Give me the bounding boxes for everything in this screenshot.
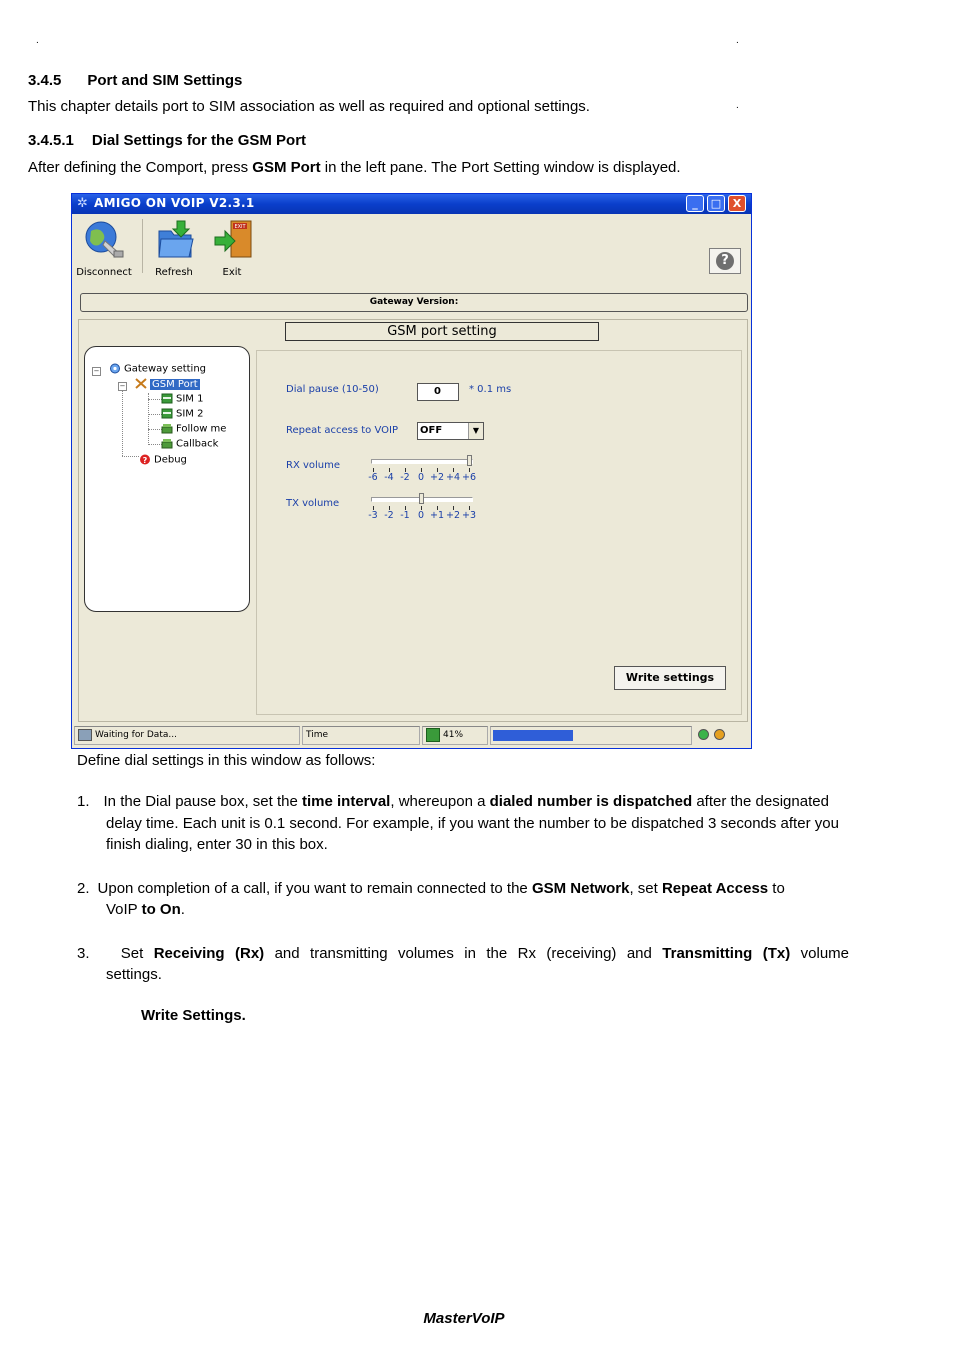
toolbar-separator [142, 219, 143, 273]
close-button[interactable]: X [728, 195, 746, 212]
slider-tick-label: +4 [445, 472, 461, 483]
slider-tick-label: 0 [417, 472, 425, 483]
write-settings-button[interactable]: Write settings [614, 666, 726, 690]
tree-collapse-toggle[interactable]: − [93, 367, 100, 375]
repeat-access-select[interactable] [417, 422, 484, 440]
write-settings-note: Write Settings. [141, 1007, 246, 1024]
help-button[interactable] [709, 248, 741, 274]
step-1-line-3: finish dialing, enter 30 in this box. [106, 836, 328, 853]
tree-connector [122, 456, 139, 457]
section-number: 3.4.5 [28, 72, 62, 89]
maximize-button[interactable]: □ [707, 195, 725, 212]
tree-connector [148, 429, 162, 430]
step-3: 3. Set Receiving (Rx) and transmitting volumes in the Rx (receiving) and Transmitting (Tx) volume [77, 945, 849, 962]
globe-plug-icon [81, 217, 127, 261]
minimize-button[interactable]: _ [686, 195, 704, 212]
slider-track [371, 459, 473, 464]
tree-connector [148, 444, 162, 445]
tree-item-sim-1[interactable]: SIM 1 [161, 393, 203, 406]
disconnect-button[interactable] [74, 217, 134, 277]
step-3-line-2: settings. [106, 966, 162, 983]
network-icon [426, 728, 440, 742]
tree-item-gsm-port[interactable]: GSM Port [135, 378, 200, 391]
tree-connector [148, 399, 162, 400]
slider-tick-label: -6 [368, 472, 378, 483]
tree-connector [148, 414, 162, 415]
exit-label: Exit [222, 267, 242, 278]
computer-icon [78, 729, 92, 741]
section-title: Port and SIM Settings [87, 72, 243, 89]
slider-tick-label: -2 [400, 472, 410, 483]
rx-volume-label: RX volume [286, 460, 341, 471]
question-glyph: ? [142, 456, 148, 465]
panel-title: GSM port setting [285, 322, 599, 341]
disconnect-label: Disconnect [76, 267, 132, 278]
corner-mark: . [736, 100, 739, 111]
app-window-screenshot [71, 193, 752, 749]
tree-item-follow-me[interactable]: Follow me [161, 423, 226, 436]
slider-tick-label: +6 [461, 472, 477, 483]
slider-tick-label: -2 [384, 510, 394, 521]
define-text: Define dial settings in this window as follows: [77, 752, 376, 769]
page-footer: MasterVoIP [423, 1310, 505, 1327]
tree-connector [122, 391, 123, 456]
settings-tree [84, 346, 250, 612]
step-1-line-2: delay time. Each unit is 0.1 second. For example, if you want the number to be dispatched 3 seconds after you [106, 815, 839, 832]
status-led-orange-icon [714, 729, 725, 740]
tx-volume-slider[interactable] [369, 492, 479, 522]
status-time: Time [302, 726, 420, 745]
tx-volume-label: TX volume [286, 498, 340, 509]
tree-item-gateway-setting[interactable]: Gateway setting [109, 363, 206, 376]
help-icon: ? [716, 252, 734, 270]
repeat-access-value: OFF [420, 425, 443, 436]
rx-volume-slider[interactable] [369, 454, 479, 484]
folder-refresh-icon [151, 217, 197, 261]
subsection-number: 3.4.5.1 [28, 132, 74, 149]
gateway-version-bar: Gateway Version: [80, 293, 748, 312]
sim-icon [161, 408, 173, 419]
slider-tick-label: 0 [417, 510, 425, 521]
section-heading [28, 72, 242, 89]
main-frame [78, 319, 748, 722]
slider-tick-label: -1 [400, 510, 410, 521]
refresh-label: Refresh [155, 267, 193, 278]
dial-pause-unit: * 0.1 ms [469, 384, 512, 395]
phone-icon [161, 423, 173, 434]
step-2: 2. Upon completion of a call, if you want to remain connected to the GSM Network, set Repeat Access to [77, 880, 785, 897]
chevron-down-icon: ▼ [468, 423, 483, 439]
refresh-button[interactable] [144, 217, 204, 277]
dial-pause-input[interactable]: 0 [417, 383, 459, 401]
window-title: AMIGO ON VOIP V2.3.1 [94, 196, 255, 210]
gear-icon [109, 363, 121, 374]
slider-tick-label: -3 [368, 510, 378, 521]
slider-thumb[interactable] [419, 493, 424, 504]
subsection-intro: After defining the Comport, press GSM Port in the left pane. The Port Setting window is displayed. [28, 159, 681, 176]
step-2-line-2: VoIP to On. [106, 901, 185, 918]
toolbar [72, 215, 751, 279]
tree-item-debug[interactable]: ? Debug [139, 454, 187, 467]
slider-tick-label: +2 [445, 510, 461, 521]
section-intro: This chapter details port to SIM association as well as required and optional settings. [28, 98, 590, 115]
tree-connector [148, 393, 149, 445]
corner-mark: . [736, 35, 739, 46]
status-bar [72, 724, 751, 748]
progress-bar [490, 726, 692, 745]
tree-collapse-toggle[interactable]: − [119, 382, 126, 390]
question-icon [139, 454, 151, 465]
subsection-heading [28, 132, 306, 149]
port-icon [135, 378, 147, 389]
exit-door-icon [209, 217, 255, 261]
tree-item-callback[interactable]: Callback [161, 438, 218, 451]
progress-fill [493, 730, 573, 741]
slider-tick-label: +3 [461, 510, 477, 521]
phone-icon [161, 438, 173, 449]
exit-button[interactable] [202, 217, 262, 277]
corner-mark: . [36, 35, 39, 46]
slider-thumb[interactable] [467, 455, 472, 466]
status-led-green-icon [698, 729, 709, 740]
exit-sign-text: EXIT [234, 224, 246, 230]
status-waiting: Waiting for Data... [74, 726, 300, 745]
tree-item-sim-2[interactable]: SIM 2 [161, 408, 203, 421]
dial-pause-label: Dial pause (10-50) [286, 384, 379, 395]
slider-tick-label: +2 [429, 472, 445, 483]
slider-tick-label: +1 [429, 510, 445, 521]
subsection-title: Dial Settings for the GSM Port [91, 132, 307, 149]
slider-tick-label: -4 [384, 472, 394, 483]
status-percent: 41% [422, 726, 488, 745]
gsm-port-settings [256, 350, 742, 715]
title-bar[interactable] [72, 194, 751, 214]
sim-icon [161, 393, 173, 404]
gear-icon: ✲ [77, 196, 88, 211]
step-1: 1. In the Dial pause box, set the time interval, whereupon a dialed number is dispatched after the designated [77, 793, 829, 810]
repeat-access-label: Repeat access to VOIP [286, 425, 398, 436]
